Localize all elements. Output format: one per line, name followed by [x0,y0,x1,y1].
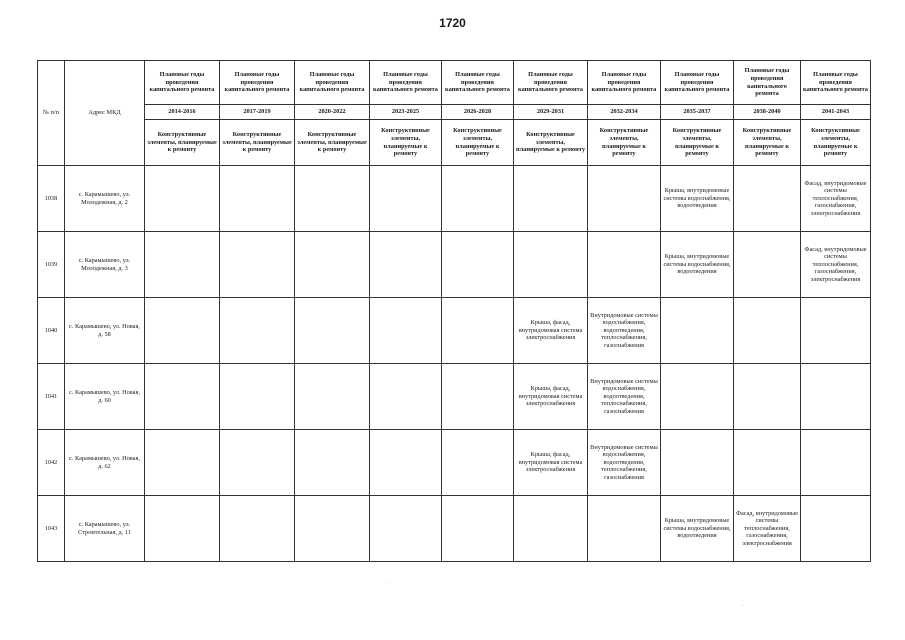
row-number: 1042 [38,430,65,496]
repair-cell [442,298,514,364]
repair-cell [145,364,220,430]
repair-cell [145,232,220,298]
repair-cell: Внутридомовые системы водоснабжения, водоотведения, теплоснабжения, газоснабжения [588,298,661,364]
repair-cell [220,166,295,232]
repair-cell [370,496,442,562]
table-row [38,364,871,430]
table-row [38,430,871,496]
period-title-8: Плановые годы проведения капитального ремонта [734,61,801,105]
repair-cell [588,166,661,232]
repair-cell [734,232,801,298]
repair-cell [295,166,370,232]
repair-cell [588,496,661,562]
header-row-struct [38,120,871,166]
repair-cell [370,232,442,298]
repair-cell [370,430,442,496]
repair-cell [661,298,734,364]
repair-cell [514,496,588,562]
period-title-2: Плановые годы проведения капитального ремонта [295,61,370,105]
repair-cell: Фасад, внутридомовые системы теплоснабжения, газоснабжения, электроснабжения [801,232,871,298]
repair-cell [220,364,295,430]
repair-cell [734,430,801,496]
repair-cell [801,298,871,364]
repair-cell [295,298,370,364]
period-years-9: 2041-2043 [801,105,871,120]
repair-cell [801,496,871,562]
repair-cell [661,364,734,430]
row-address: с. Карамышево, ул. Новая, д. 58 [65,298,145,364]
struct-label-6: Конструктивные элементы, планируемые к ремонту [588,120,661,166]
repair-cell [145,430,220,496]
repair-cell: Фасад, внутридомовые системы теплоснабжения, газоснабжения, электроснабжения [801,166,871,232]
repair-cell [588,232,661,298]
period-years-5: 2029-2031 [514,105,588,120]
struct-label-5: Конструктивные элементы, планируемые к ремонту [514,120,588,166]
repair-cell [370,298,442,364]
period-years-7: 2035-2037 [661,105,734,120]
repair-cell [801,430,871,496]
struct-label-9: Конструктивные элементы, планируемые к ремонту [801,120,871,166]
struct-label-4: Конструктивные элементы, планируемые к ремонту [442,120,514,166]
repair-cell [295,364,370,430]
table-row [38,232,871,298]
period-title-6: Плановые годы проведения капитального ремонта [588,61,661,105]
period-years-6: 2032-2034 [588,105,661,120]
table-row [38,496,871,562]
struct-label-2: Конструктивные элементы, планируемые к ремонту [295,120,370,166]
repair-cell: Крыша, внутридомовые системы водоснабжения, водоотведения [661,166,734,232]
repair-cell: Крыша, фасад, внутридомовая система электроснабжения [514,364,588,430]
repair-cell [734,166,801,232]
repair-cell [145,166,220,232]
period-years-3: 2023-2025 [370,105,442,120]
repair-cell [220,232,295,298]
repair-cell [442,430,514,496]
repair-cell [442,232,514,298]
repair-cell [442,166,514,232]
repair-cell: Крыша, внутридомовые системы водоснабжения, водоотведения [661,496,734,562]
header-row-years [38,105,871,120]
header-row-titles [38,61,871,105]
period-years-1: 2017-2019 [220,105,295,120]
row-number: 1039 [38,232,65,298]
row-address: с. Карамышево, ул. Строительная, д. 11 [65,496,145,562]
repair-cell [734,364,801,430]
table-row [38,166,871,232]
repair-cell [514,166,588,232]
table-row [38,298,871,364]
column-header-number: № п/п [38,61,65,166]
period-title-5: Плановые годы проведения капитального ремонта [514,61,588,105]
period-title-4: Плановые годы проведения капитального ремонта [442,61,514,105]
period-years-2: 2020-2022 [295,105,370,120]
repair-cell: Крыша, фасад, внутридомовая система электроснабжения [514,430,588,496]
struct-label-8: Конструктивные элементы, планируемые к ремонту [734,120,801,166]
period-years-0: 2014-2016 [145,105,220,120]
period-title-0: Плановые годы проведения капитального ремонта [145,61,220,105]
period-years-4: 2026-2028 [442,105,514,120]
period-title-7: Плановые годы проведения капитального ремонта [661,61,734,105]
repair-cell [734,298,801,364]
repair-cell [145,496,220,562]
scan-speck: · [386,582,388,587]
row-address: с. Карамышево, ул. Молодежная, д. 3 [65,232,145,298]
repair-cell [220,430,295,496]
period-title-9: Плановые годы проведения капитального ремонта [801,61,871,105]
column-header-address: Адрес МКД [65,61,145,166]
row-number: 1038 [38,166,65,232]
row-number: 1041 [38,364,65,430]
repair-cell [220,496,295,562]
repair-cell [295,496,370,562]
period-title-1: Плановые годы проведения капитального ремонта [220,61,295,105]
capital-repair-table [37,60,871,562]
struct-label-3: Конструктивные элементы, планируемые к ремонту [370,120,442,166]
repair-cell [295,232,370,298]
repair-cell: Фасад, внутридомовые системы теплоснабжения, газоснабжения, электроснабжения [734,496,801,562]
row-address: с. Карамышево, ул. Новая, д. 62 [65,430,145,496]
repair-cell [514,232,588,298]
page-number: 1720 [439,16,466,30]
scan-speck: · [742,604,744,609]
repair-cell: Внутридомовые системы водоснабжения, водоотведения, теплоснабжения, газоснабжения [588,364,661,430]
row-address: с. Карамышево, ул. Молодежная, д. 2 [65,166,145,232]
table-body [38,166,871,562]
repair-cell [801,364,871,430]
repair-cell: Внутридомовые системы водоснабжения, водоотведения, теплоснабжения, газоснабжения [588,430,661,496]
struct-label-0: Конструктивные элементы, планируемые к ремонту [145,120,220,166]
struct-label-7: Конструктивные элементы, планируемые к ремонту [661,120,734,166]
repair-cell [370,166,442,232]
repair-cell [442,364,514,430]
scan-speck: · [147,308,149,313]
repair-cell [442,496,514,562]
repair-cell [220,298,295,364]
repair-cell [295,430,370,496]
struct-label-1: Конструктивные элементы, планируемые к ремонту [220,120,295,166]
repair-cell [661,430,734,496]
period-title-3: Плановые годы проведения капитального ремонта [370,61,442,105]
repair-cell: Крыша, внутридомовые системы водоснабжения, водоотведения [661,232,734,298]
repair-cell [370,364,442,430]
repair-cell: Крыша, фасад, внутридомовая система электроснабжения [514,298,588,364]
row-address: с. Карамышево, ул. Новая, д. 60 [65,364,145,430]
period-years-8: 2038-2040 [734,105,801,120]
row-number: 1040 [38,298,65,364]
row-number: 1043 [38,496,65,562]
repair-cell [145,298,220,364]
